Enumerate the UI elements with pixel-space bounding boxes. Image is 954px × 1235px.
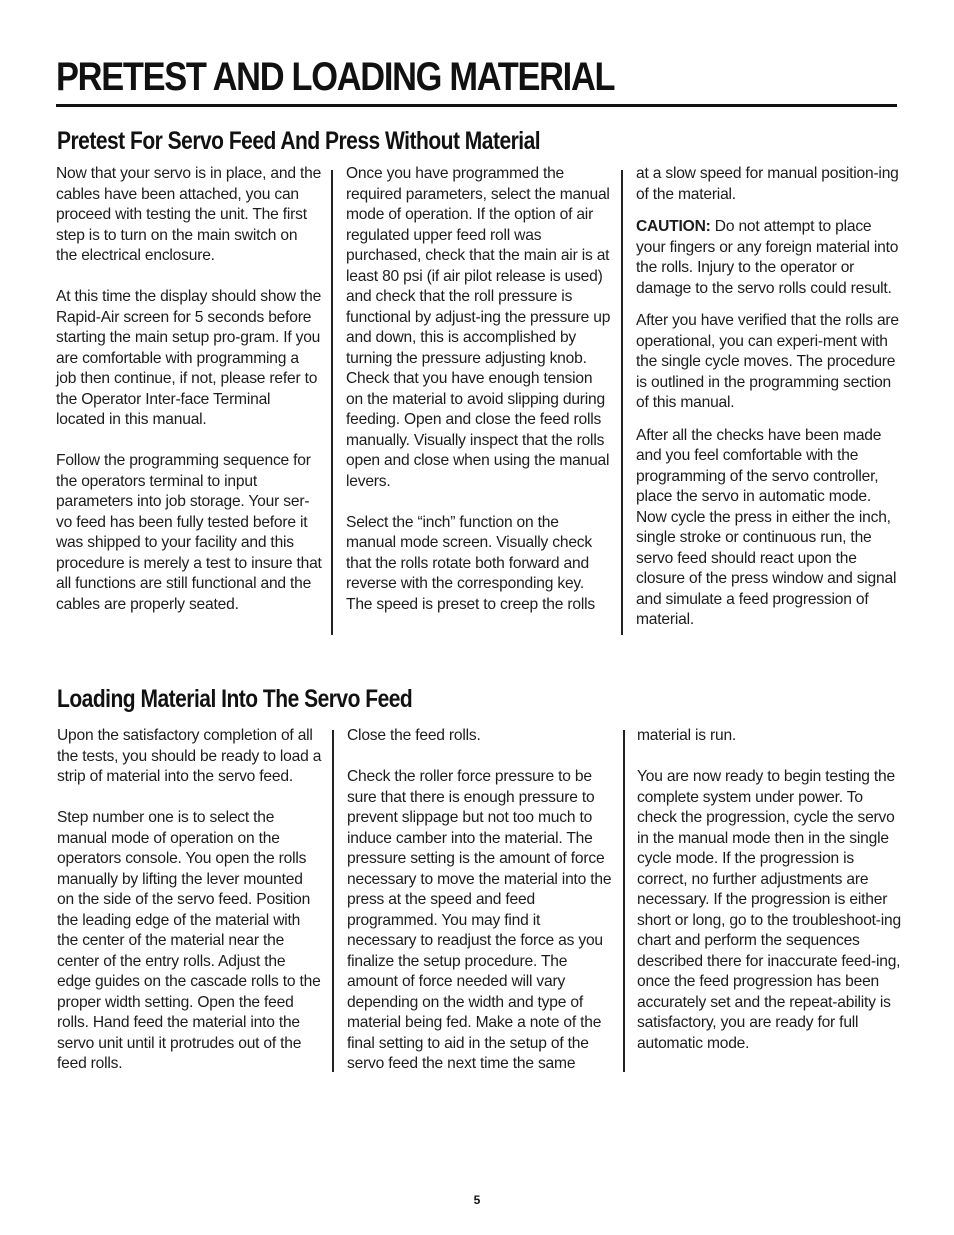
column-divider (331, 170, 333, 635)
title-rule (56, 104, 897, 107)
paragraph: Step number one is to select the manual mode of operation on the operators console. You open the rolls manually by lifting the lever mounted on the side of the servo feed. Position the leading edge of the material with the center of the material near the center of the entry rolls. Adjust the edge guides on the cascade rolls to the proper width setting. Open the feed rolls. Hand feed the material into the servo unit until it protrudes out of the feed rolls. (57, 809, 321, 1072)
paragraph: Upon the satisfactory completion of all the tests, you should be ready to load a strip of material into the servo feed. (57, 727, 322, 785)
section-heading-pretest: Pretest For Servo Feed And Press Without Material (57, 127, 541, 155)
column-divider (623, 730, 625, 1072)
paragraph: Close the feed rolls. (347, 727, 481, 744)
pretest-column-3 (636, 164, 904, 631)
section-heading-loading: Loading Material Into The Servo Feed (57, 685, 413, 713)
paragraph: at a slow speed for manual position-ing of the material. (636, 165, 899, 203)
column-divider (621, 170, 623, 635)
pretest-column-2 (346, 164, 612, 615)
column-divider (332, 730, 334, 1072)
pretest-column-1 (56, 164, 322, 615)
paragraph: Now that your servo is in place, and the cables have been attached, you can proceed with testing the unit. The first step is to turn on the main switch on the electrical enclosure. (56, 165, 322, 264)
page-title: PRETEST AND LOADING MATERIAL (56, 55, 615, 99)
paragraph: After all the checks have been made and you feel comfortable with the programming of the servo controller, place the servo in automatic mode. Now cycle the press in either the inch, single stroke or continuous run, the servo feed should react upon the closure of the press window and signal and simulate a feed progression of material. (636, 426, 897, 628)
paragraph: Follow the programming sequence for the operators terminal to input parameters into job storage. Your ser-vo feed has been fully tested before it was shipped to your facility and this procedure is merely a test to insure that all functions are still functional and the cables are properly seated. (56, 452, 322, 613)
paragraph: material is run. (637, 727, 737, 744)
caution-paragraph (636, 217, 904, 299)
caution-text: Do not attempt to place your fingers or any foreign material into the rolls. Injury to the operator or damage to the servo rolls could result. (636, 218, 899, 297)
paragraph: At this time the display should show the Rapid-Air screen for 5 seconds before starting the main setup pro-gram. If you are comfortable with programming a job then continue, if not, please refer to the Operator Inter-face Terminal located in this manual. (56, 288, 322, 428)
page-number: 5 (473, 1193, 481, 1207)
loading-column-1 (57, 726, 323, 1075)
paragraph: You are now ready to begin testing the complete system under power. To check the progression, cycle the servo in the manual mode then in the single cycle mode. If the progression is correct, no further adjustments are necessary. If the progression is either short or long, go to the troubleshoot-ing chart and perform the sequences described there for inaccurate feed-ing, once the feed progression has been accurately set and the repeat-ability is satisfactory, you are ready for full automatic mode. (637, 768, 901, 1052)
paragraph: Once you have programmed the required parameters, select the manual mode of operation. If the option of air regulated upper feed roll was purchased, check that the main air is at least 80 psi (if air pilot release is used) and check that the roll pressure is functional by adjust-ing the pressure up and down, this is accomplished by turning the pressure adjusting knob. Check that you have enough tension on the material to avoid slipping during feeding. Open and close the feed rolls manually. Visually inspect that the rolls open and close when using the manual levers. (346, 165, 611, 490)
loading-column-3 (637, 726, 903, 1054)
paragraph: Select the “inch” function on the manual mode screen. Visually check that the rolls rotate both forward and reverse with the corresponding key. The speed is preset to creep the rolls (346, 513, 595, 613)
caution-label: CAUTION: (636, 218, 711, 235)
paragraph: After you have verified that the rolls are operational, you can experi-ment with the single cycle moves. The procedure is outlined in the programming section of this manual. (636, 312, 899, 411)
loading-column-2 (347, 726, 613, 1075)
paragraph: Check the roller force pressure to be sure that there is enough pressure to prevent slippage but not too much to induce camber into the material. The pressure setting is the amount of force necessary to move the material into the press at the speed and feed programmed. You may find it necessary to readjust the force as you finalize the setup procedure. The amount of force needed will vary depending on the width and type of material being fed. Make a note of the final setting to aid in the setup of the servo feed the next time the same (347, 768, 612, 1072)
